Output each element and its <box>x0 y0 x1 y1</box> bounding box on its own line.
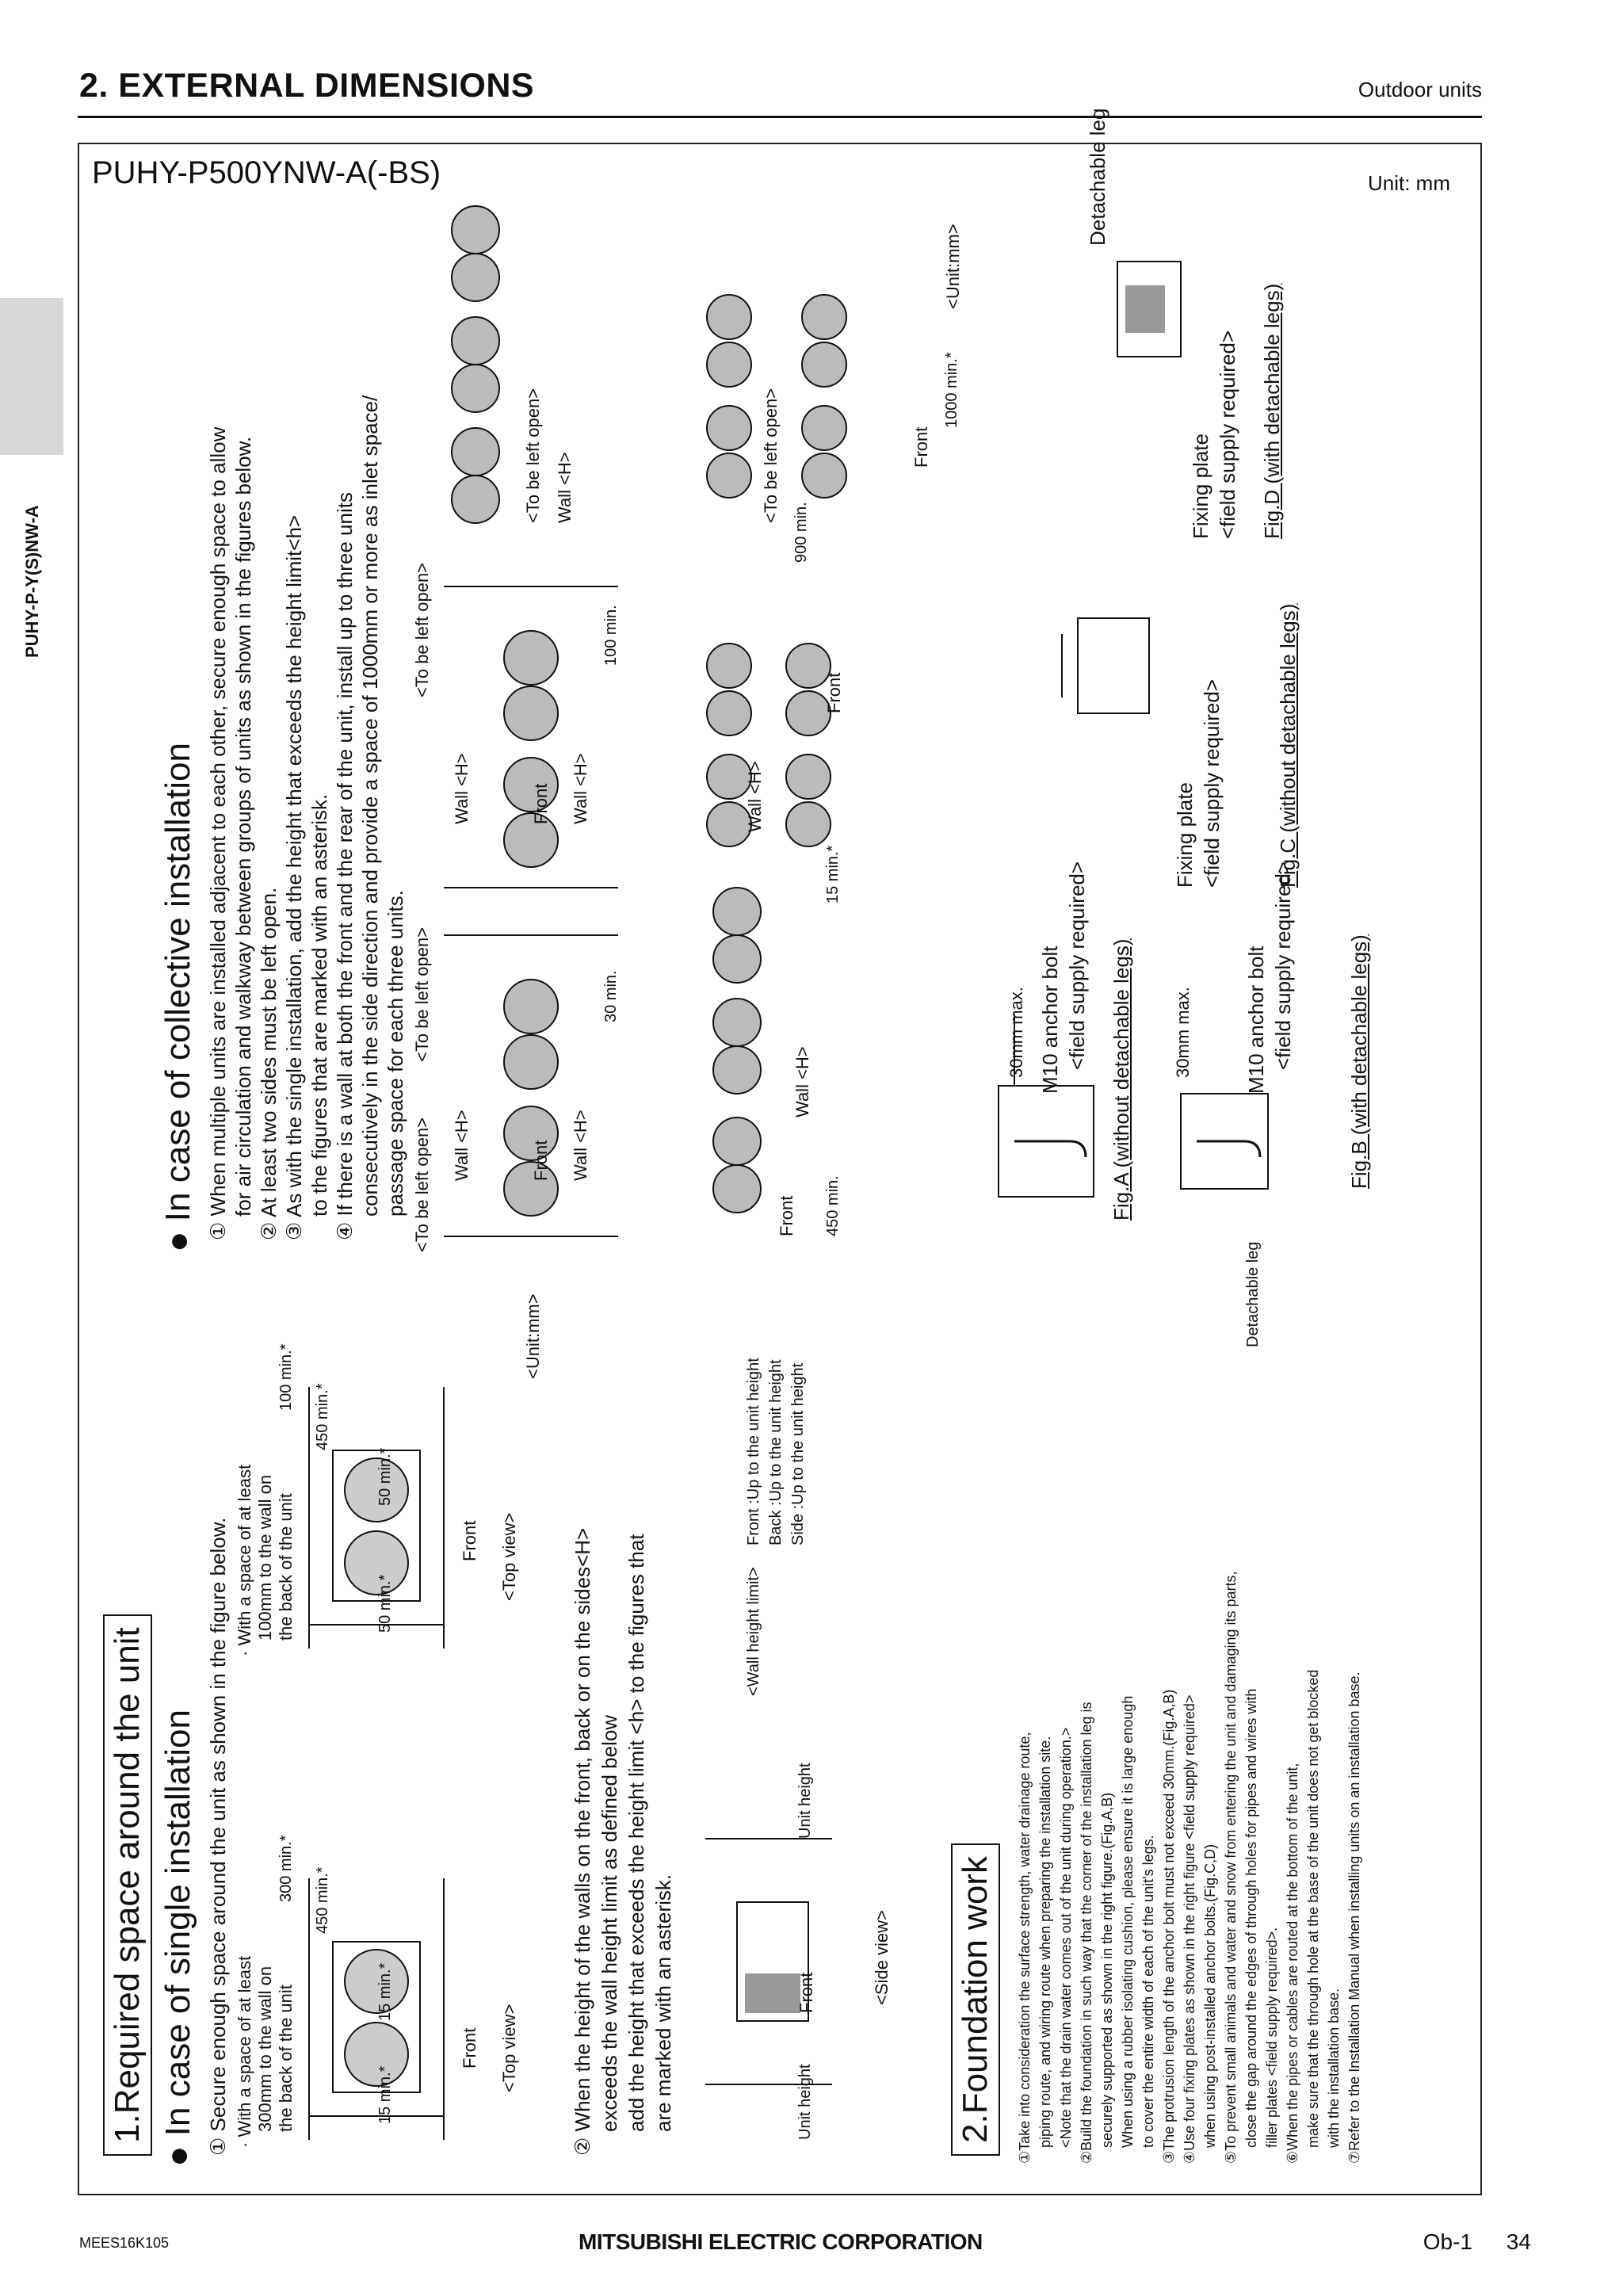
single-p2b: exceeds the wall height limit as defined below <box>598 1714 621 2132</box>
figc-caption: Fig.C (without detachable legs) <box>1276 603 1300 888</box>
collective-diagram-1 <box>412 919 650 1252</box>
single-p2c: add the height that exceeds the height limit <h> to the figures that <box>624 1534 648 2132</box>
coll2-d100: 100 min. <box>602 605 620 666</box>
side-view-diagram <box>705 1712 848 2156</box>
side-tab <box>0 298 63 455</box>
company-name: MITSUBISHI ELECTRIC CORPORATION <box>579 2229 983 2254</box>
foundation-item-12: filler plates <field supply required>. <box>1264 1927 1280 2148</box>
front-label-a: Front <box>460 2027 479 2069</box>
note-a3: the back of the unit <box>276 1985 296 2132</box>
coll-p4c: passage space for each three units. <box>384 890 407 1217</box>
foundation-item-16: ⑦Refer to the Installation Manual when installing units on an installation base. <box>1346 1671 1362 2164</box>
foundation-item-15: with the installation base. <box>1326 1988 1342 2148</box>
collective-diagram-6 <box>682 206 919 523</box>
foundation-item-13: ⑥When the pipes or cables are routed at the bottom of the unit, <box>1285 1763 1300 2164</box>
dim-100: 100 min.* <box>277 1343 295 1411</box>
single-p1: ① Secure enough space around the unit as shown in the figure below. <box>206 1517 230 2156</box>
coll1-d30: 30 min. <box>602 970 620 1022</box>
figb-field: <field supply required> <box>1271 861 1295 1070</box>
collective-heading-text: In case of collective installation <box>158 743 197 1222</box>
coll5-left-open: <To be left open> <box>761 388 781 523</box>
unit-note: Unit: mm <box>1368 171 1450 195</box>
wall-limit-label: <Wall height limit> <box>745 1567 762 1696</box>
foundation-item-8: ④Use four fixing plates as shown in the right figure <field supply required> <box>1182 1694 1197 2164</box>
note-b3: the back of the unit <box>276 1493 296 1641</box>
coll-p1a: ① When multiple units are installed adjacent to each other, secure enough space to allow <box>206 426 230 1240</box>
figb-max30: 30mm max. <box>1173 987 1193 1078</box>
figa-caption: Fig.A (without detachable legs) <box>1109 938 1133 1221</box>
wall-back: Back :Up to the unit height <box>767 1359 785 1545</box>
coll6-front: Front <box>911 426 931 468</box>
top-view-label-a: <Top view> <box>499 2004 519 2092</box>
doc-number: MEES16K105 <box>79 2235 170 2251</box>
coll2-front: Front <box>531 783 551 824</box>
unit-height-b: Unit height <box>796 1763 814 1839</box>
figb-anchor: M10 anchor bolt <box>1244 946 1268 1094</box>
single-p2d: are marked with an asterisk. <box>651 1874 675 2132</box>
side-view-label: <Side view> <box>872 1910 892 2005</box>
foundation-item-14: make sure that the through hole at the base of the unit does not get blocked <box>1305 1669 1321 2148</box>
foundation-list <box>1014 1571 1365 2164</box>
single-heading: ● In case of single installation <box>158 1710 197 2167</box>
coll6-d1000: 1000 min.* <box>943 352 960 428</box>
coll5-wall-a: Wall <H> <box>745 761 765 832</box>
section2-title: 2.Foundation work <box>951 1843 1000 2156</box>
note-b1: · With a space of at least <box>235 1464 254 1656</box>
coll-p4b: consecutively in the side direction and provide a space of 1000mm or more as inlet space/ <box>358 395 382 1217</box>
foundation-item-4: securely supported as shown in the right figure.(Fig.A,B) <box>1099 1792 1115 2148</box>
dim-15-b: 15 min.* <box>376 1962 394 2021</box>
top-view-label-b: <Top view> <box>499 1512 519 1601</box>
single-p2a: ② When the height of the walls on the front, back or on the sides<H> <box>571 1527 594 2156</box>
side-series-label: PUHY-P-Y(S)NW-A <box>22 505 42 658</box>
note-a1: · With a space of at least <box>235 1955 254 2148</box>
note-a2: 300mm to the wall on <box>255 1966 275 2132</box>
figd-caption: Fig.D (with detachable legs) <box>1260 283 1284 539</box>
front-side-view: Front <box>796 1972 816 2013</box>
note-b2: 100mm to the wall on <box>255 1474 275 1641</box>
coll4-front: Front <box>777 1195 796 1236</box>
coll2-wall-a: Wall <H> <box>452 753 472 824</box>
coll3-left-open: <To be left open> <box>523 388 543 523</box>
figc-field: <field supply required> <box>1200 678 1224 888</box>
figd-field: <field supply required> <box>1216 330 1239 539</box>
coll-p3a: ③ As with the single installation, add the height that exceeds the height limit<h> <box>282 514 306 1240</box>
single-heading-text: In case of single installation <box>158 1710 197 2137</box>
foundation-item-6: to cover the entire width of each of the unit's legs. <box>1140 1835 1156 2148</box>
coll1-wall-a: Wall <H> <box>452 1110 472 1181</box>
coll-p2: ② At least two sides must be left open. <box>257 887 281 1240</box>
model-name: PUHY-P500YNW-A(-BS) <box>92 155 441 190</box>
coll2-left-open: <To be left open> <box>412 562 432 697</box>
coll1-left-open-b: <To be left open> <box>412 926 432 1062</box>
page-title: 2. EXTERNAL DIMENSIONS <box>79 67 535 105</box>
foundation-item-1: piping route, and wiring route when preparing the installation site. <box>1037 1736 1053 2148</box>
coll1-front: Front <box>531 1140 551 1181</box>
collective-heading: ● In case of collective installation <box>158 743 197 1252</box>
unit-height-a: Unit height <box>796 2064 814 2140</box>
foundation-item-9: when using post-installed anchor bolts.(Fig.C,D) <box>1202 1843 1218 2148</box>
collective-diagram-5 <box>682 515 888 872</box>
coll1-wall-b: Wall <H> <box>571 1110 590 1181</box>
coll4-d450: 450 min. <box>824 1175 842 1236</box>
figa-field: <field supply required> <box>1065 861 1089 1070</box>
coll-p1b: for air circulation and walkway between groups of units as shown in the figures below. <box>231 436 255 1217</box>
coll-p3b: to the figures that are marked with an asterisk. <box>307 793 331 1217</box>
figb-caption: Fig.B (with detachable legs) <box>1347 934 1371 1189</box>
unit-mm-single: <Unit:mm> <box>523 1293 543 1379</box>
coll-unit-mm: <Unit:mm> <box>943 223 963 309</box>
header-rule <box>78 116 1482 118</box>
figd-detach: Detachable leg <box>1086 108 1109 246</box>
page-number: 34 <box>1506 2229 1531 2254</box>
section-category: Outdoor units <box>1358 78 1482 101</box>
dim-50-b: 50 min.* <box>376 1447 394 1506</box>
figa-anchor: M10 anchor bolt <box>1038 946 1062 1094</box>
dim-50-a: 50 min.* <box>376 1574 394 1633</box>
figc-fixing: Fixing plate <box>1173 782 1197 888</box>
figb-detach: Detachable leg <box>1244 1241 1262 1347</box>
front-label-b: Front <box>460 1520 479 1561</box>
foundation-item-10: ⑤To prevent small animals and water and snow from entering the unit and damaging its parts, <box>1223 1571 1239 2164</box>
wall-side: Side :Up to the unit height <box>789 1362 807 1545</box>
fig-c-diagram <box>1030 507 1189 745</box>
coll5-front: Front <box>824 672 844 713</box>
coll4-wall: Wall <H> <box>792 1046 812 1117</box>
section-code: Ob-1 <box>1423 2229 1472 2254</box>
figd-fixing: Fixing plate <box>1189 434 1212 539</box>
foundation-item-11: close the gap around the edges of through holes for pipes and wires with <box>1243 1688 1259 2148</box>
dim-450: 450 min.* <box>314 1866 331 1934</box>
figa-max30: 30mm max. <box>1006 987 1026 1078</box>
coll1-left-open-a: <To be left open> <box>412 1117 432 1252</box>
dim-15-a: 15 min.* <box>376 2065 394 2124</box>
coll5-d900: 900 min. <box>792 502 810 563</box>
coll4-d15: 15 min.* <box>824 845 842 904</box>
dim-300: 300 min.* <box>277 1835 295 1902</box>
foundation-item-2: <Note that the drain water comes out of the unit during operation.> <box>1058 1727 1074 2148</box>
wall-front: Front :Up to the unit height <box>745 1358 762 1545</box>
dim-450-b: 450 min.* <box>314 1383 331 1450</box>
section1-title: 1.Required space around the unit <box>103 1614 152 2156</box>
foundation-item-0: ①Take into consideration the surface strength, water drainage route, <box>1017 1732 1033 2164</box>
foundation-item-5: When using a rubber isolating cushion, please ensure it is large enough <box>1120 1695 1136 2148</box>
foundation-item-7: ③The protrusion length of the anchor bolt must not exceed 30mm.(Fig.A,B) <box>1161 1689 1177 2164</box>
coll-p4a: ④ If there is a wall at both the front and the rear of the unit, install up to three units <box>333 492 357 1240</box>
coll2-wall-b: Wall <H> <box>571 753 590 824</box>
coll3-wall: Wall <H> <box>555 452 575 523</box>
foundation-item-3: ②Build the foundation in such way that the corner of the installation leg is <box>1079 1702 1094 2164</box>
